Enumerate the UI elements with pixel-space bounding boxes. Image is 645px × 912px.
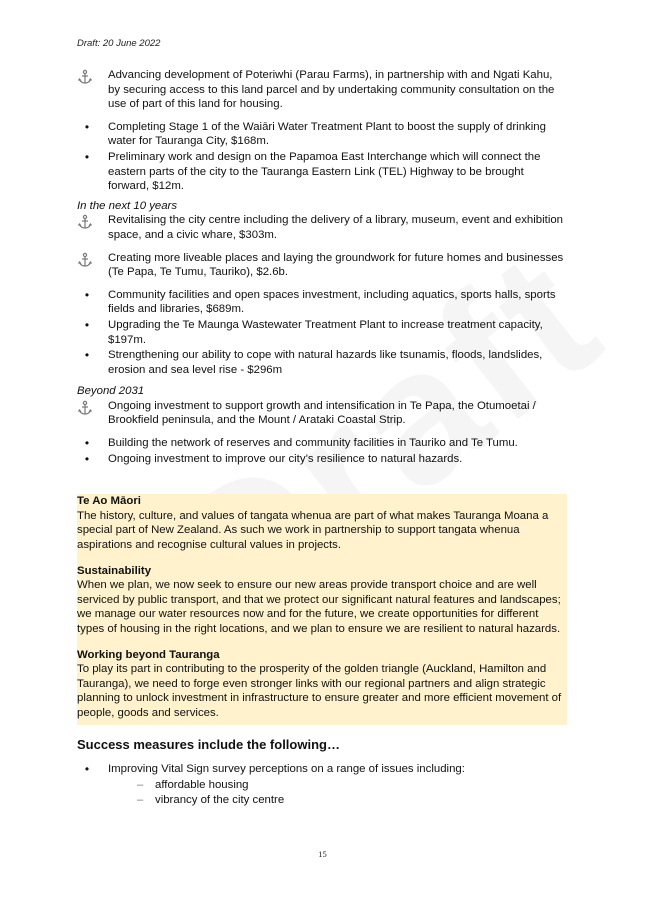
list-item-text: Community facilities and open spaces investment, including aquatics, sports halls, sports fields and libraries, $689m. [108, 288, 556, 316]
highlight-text: The history, culture, and values of tangata whenua are part of what makes Tauranga Moana a special part of New Zealand. As such we work in partnership to support tangata whenua aspirations and recognise cultural values in projects. [77, 509, 549, 552]
bullet-marker: • [84, 451, 90, 466]
list-item [77, 348, 567, 377]
page-content [77, 68, 567, 808]
page-number: 15 [318, 849, 327, 859]
list-item [77, 150, 567, 194]
success-measures-heading: Success measures include the following… [77, 736, 340, 752]
highlight-heading: Working beyond Tauranga [77, 648, 220, 661]
sub-list-item [77, 778, 567, 793]
bullet-marker: • [84, 348, 90, 363]
list-item-text: Advancing development of Poteriwhi (Parau Farms), in partnership with and Ngati Kahu, by securing access to this land parcel and by undertaking community consultation on the use of part of this land for housing. [108, 69, 555, 111]
list-item [77, 120, 567, 149]
highlight-box [77, 494, 567, 724]
list-item [77, 452, 567, 467]
bullet-marker: • [84, 287, 90, 302]
list-item-text: Ongoing investment to support growth and intensification in Te Papa, the Otumoetai / Brookfield peninsula, and the Mount / Arataki Coastal Strip. [108, 399, 536, 427]
list-item [77, 213, 567, 242]
anchor-icon [77, 400, 97, 416]
list-item-text: Revitalising the city centre including the delivery of a library, museum, event and exhibition space, and a civic whare, $303m. [108, 214, 564, 241]
bullet-marker: • [84, 436, 90, 451]
list-item [77, 68, 567, 112]
bullet-marker: • [84, 762, 90, 777]
list-item-text: Creating more liveable places and laying the groundwork for future homes and businesses (Te Papa, Te Tumu, Tauriko), $2.6b. [108, 251, 564, 279]
bullet-marker: • [84, 119, 90, 134]
sub-list-item-text: vibrancy of the city centre [155, 794, 285, 807]
highlight-heading: Te Ao Māori [77, 495, 141, 508]
list-item [77, 318, 567, 347]
dash-marker: – [137, 794, 144, 807]
section-heading-beyond-2031: Beyond 2031 [77, 385, 145, 398]
list-item [77, 251, 567, 280]
highlight-block-te-ao-maori [77, 494, 567, 552]
list-item-text: Upgrading the Te Maunga Wastewater Treatment Plant to increase treatment capacity, $197m. [108, 318, 543, 346]
bullet-marker: • [84, 149, 90, 164]
bullet-marker: • [84, 317, 90, 332]
list-item-text: Preliminary work and design on the Papamoa East Interchange which will connect the eastern parts of the city to the Tauranga Eastern Link (TEL) Highway to be brought forward, $12m. [108, 150, 541, 193]
anchor-icon [77, 214, 97, 230]
list-item-text: Strengthening our ability to cope with natural hazards like tsunamis, floods, landslides, erosion and sea level rise - $296m [108, 349, 543, 376]
highlight-text: To play its part in contributing to the prosperity of the golden triangle (Auckland, Hamilton and Tauranga), we need to forge even stronger links with our regional partners and align strategic planning to unlock investment in infrastructure to ensure greater and more efficient movement of people, goods and services. [77, 663, 562, 719]
list-item [77, 399, 567, 428]
sub-list-item [77, 793, 567, 808]
list-item-text: Improving Vital Sign survey perceptions on a range of issues including: [108, 763, 465, 776]
highlight-heading: Sustainability [77, 564, 152, 577]
list-item-text: Completing Stage 1 of the Waiāri Water Treatment Plant to boost the supply of drinking water for Tauranga City, $168m. [108, 120, 546, 148]
draft-date-header: Draft: 20 June 2022 [77, 38, 161, 49]
highlight-block-working-beyond-tauranga [77, 648, 567, 721]
highlight-text: When we plan, we now seek to ensure our new areas provide transport choice and are well serviced by public transport, and that we protect our significant natural features and landscapes; we manage our water resources now and for the future, we create opportunities for different types of housing in the right locations, and we plan to ensure we are resilient to natural hazards. [77, 579, 561, 635]
list-item [77, 288, 567, 317]
dash-marker: – [137, 778, 144, 791]
sub-list-item-text: affordable housing [155, 778, 249, 791]
anchor-icon [77, 252, 97, 268]
list-item-text: Ongoing investment to improve our city’s resilience to natural hazards. [108, 452, 463, 465]
list-item [77, 762, 567, 777]
anchor-icon [77, 69, 97, 85]
list-item-text: Building the network of reserves and community facilities in Tauriko and Te Tumu. [108, 437, 518, 450]
highlight-block-sustainability [77, 564, 567, 637]
section-heading-next-10-years: In the next 10 years [77, 199, 178, 212]
list-item [77, 436, 567, 451]
